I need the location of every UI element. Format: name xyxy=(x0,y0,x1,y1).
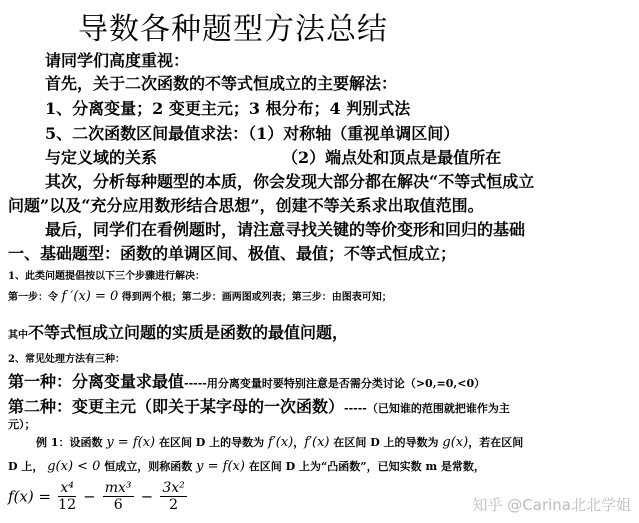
para-2-prefix: 其中 xyxy=(8,330,28,341)
intro-line-4: 5、二次函数区间最值求法：（1）对称轴（重视单调区间） xyxy=(45,124,460,143)
intro-line-5a: 与定义域的关系 xyxy=(45,148,158,167)
term-3-den: 2 xyxy=(169,497,178,513)
example2-math-2: y = f(x) xyxy=(196,459,245,474)
example-line-1 xyxy=(36,434,523,450)
example2-text-c: 在区间 D 上为“凸函数”，已知实数 m 是常数， xyxy=(248,460,485,473)
example-math-1: y = f(x) xyxy=(106,435,156,450)
para-2 xyxy=(8,320,348,343)
example-text-c: ， xyxy=(293,436,305,449)
para-2-body: 不等式恒成立问题的实质是函数的最值问题， xyxy=(28,323,349,342)
method-1-note: -----用分离变量时要特别注意是否需分类讨论（>0,=0,<0） xyxy=(184,377,486,390)
steps-rest: 得到两个根；第二步：画两图或列表；第三步：由图表可知； xyxy=(121,292,392,303)
method-2-note: -----（已知谁的范围就把谁作为主 xyxy=(344,402,510,415)
example-math-2: f′(x) xyxy=(268,435,294,450)
intro-line-7: 问题”以及“充分应用数形结合思想”，创建不等关系求出取值范围。 xyxy=(8,196,484,215)
example2-text-a: D 上， xyxy=(8,460,44,473)
intro-line-5b: （2）端点处和顶点是最值所在 xyxy=(282,148,502,167)
example-math-3: f′(x) xyxy=(304,435,330,450)
intro-line-3: 1、分离变量；2 变更主元；3 根分布；4 判别式法 xyxy=(45,99,411,118)
term-1-num: x⁴ xyxy=(58,480,76,497)
example2-math-1: g(x) < 0 xyxy=(47,459,101,474)
function-formula xyxy=(8,480,189,513)
section-para-1: 1、此类问题提倡按以下三个步骤进行解决： xyxy=(8,271,205,282)
fraction-term-3 xyxy=(160,480,186,513)
term-2-den: 6 xyxy=(113,497,123,513)
page-title: 导数各种题型方法总结 xyxy=(78,12,388,47)
term-2-num: mx³ xyxy=(104,480,132,496)
section-para-3: 2、常见处理方法有三种： xyxy=(8,354,125,365)
method-1-title: 第一种：分离变量求最值 xyxy=(8,372,185,391)
section-heading: 一、基础题型：函数的单调区间、极值、最值；不等式恒成立； xyxy=(8,244,457,263)
example-text-d: 在区间 D 上的导数为 xyxy=(333,436,439,449)
example-line-2 xyxy=(8,458,485,474)
watermark: 知乎 @Carina北北学姐 xyxy=(472,496,631,514)
intro-line-8: 最后，同学们在看例题时，请注意寻找关键的等价变形和回归的基础 xyxy=(45,220,526,239)
method-2-note-cont: 元）； xyxy=(8,418,36,431)
steps-line xyxy=(8,288,392,304)
example-text-e: ，若在区间 xyxy=(468,436,524,449)
steps-label: 第一步：令 xyxy=(8,292,58,303)
fraction-term-1 xyxy=(58,480,76,513)
fraction-term-2 xyxy=(103,480,134,513)
example-text-b: 在区间 D 上的导数为 xyxy=(158,436,265,449)
operator-minus-2: − xyxy=(140,487,154,506)
example2-text-b: 恒成立，则称函数 xyxy=(104,460,193,473)
example-math-4: g(x) xyxy=(442,435,469,450)
term-3-num: 3x² xyxy=(162,480,185,496)
method-2 xyxy=(8,394,510,417)
intro-line-6: 其次，分析每种题型的本质，你会发现大部分都在解决“不等式恒成立 xyxy=(45,172,535,191)
intro-line-1: 请同学们高度重视： xyxy=(45,51,190,70)
example-text-a: 例 1：设函数 xyxy=(36,436,103,449)
method-1 xyxy=(8,369,485,392)
term-1-den: 12 xyxy=(58,497,76,513)
steps-math: f ′(x) = 0 xyxy=(61,289,119,304)
method-2-title: 第二种：变更主元（即关于某字母的一次函数） xyxy=(8,397,345,416)
operator-minus-1: − xyxy=(83,487,96,506)
formula-lhs: f(x) = xyxy=(8,487,52,506)
intro-line-2: 首先，关于二次函数的不等式恒成立的主要解法： xyxy=(45,74,398,93)
